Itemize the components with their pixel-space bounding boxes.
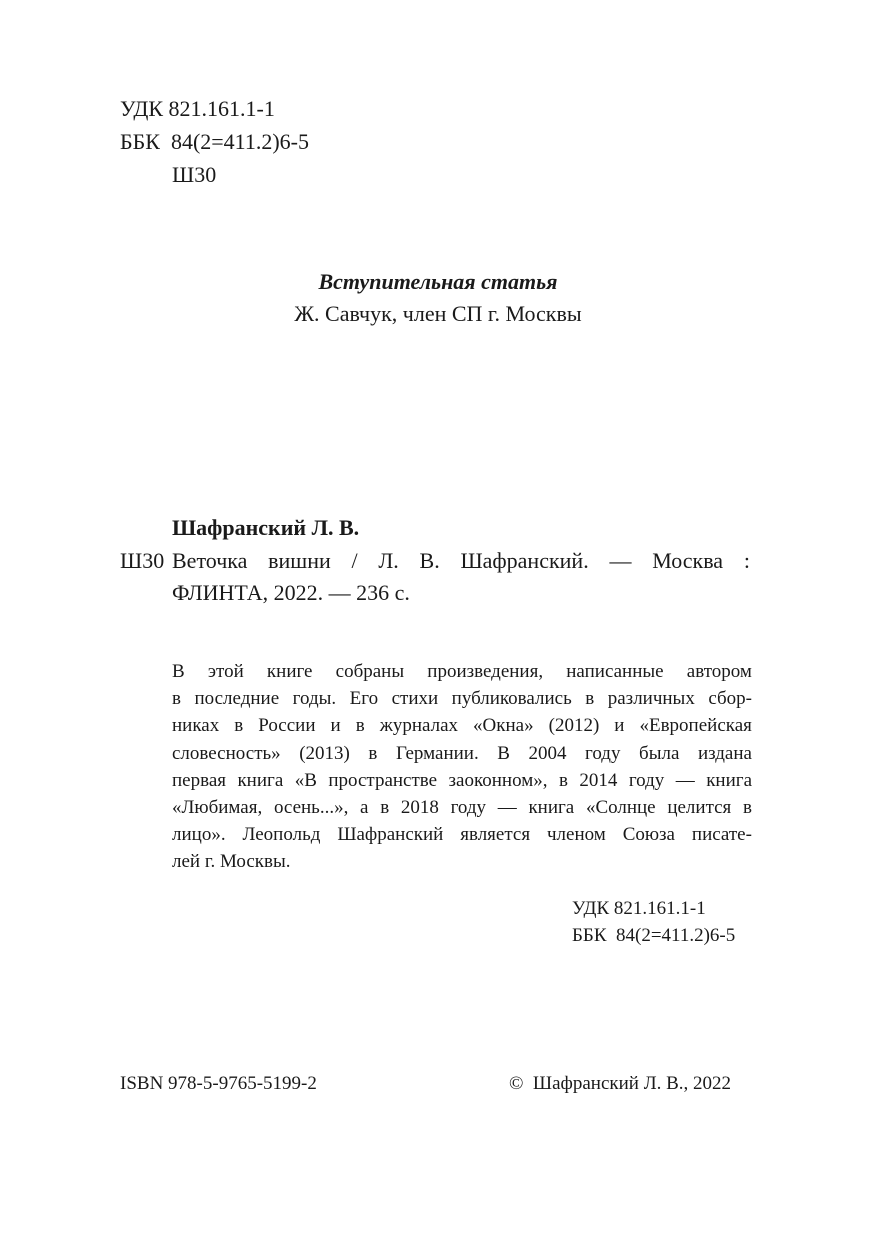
annotation-word: заоконном», — [448, 769, 548, 791]
annotation-word: Германии. — [395, 742, 479, 764]
annotation-word: Союза — [622, 824, 675, 846]
annotation-word: написанные — [566, 661, 664, 682]
annotation-word: журналах — [379, 715, 459, 737]
annotation-word: — — [497, 797, 517, 819]
annotation-word: В — [497, 742, 510, 764]
annotation-line — [172, 658, 752, 685]
biblio-word: : — [743, 548, 750, 573]
annotation-word: автором — [686, 661, 752, 682]
biblio-description — [172, 545, 750, 609]
annotation-word: Леопольд — [242, 824, 321, 846]
annotation-word: лицо». — [172, 824, 226, 846]
annotation-word: издана — [697, 742, 752, 764]
intro-block — [0, 266, 876, 330]
annotation-word: а — [360, 797, 369, 819]
annotation-line — [172, 821, 752, 848]
biblio-publisher-line: ФЛИНТА, 2022. — 236 с. — [172, 580, 410, 605]
annotation-word: России — [258, 715, 316, 737]
annotation-word: словесность» — [172, 742, 281, 764]
annotation-word: году — [628, 769, 665, 791]
annotation-word: в — [585, 688, 595, 710]
isbn: ISBN 978-5-9765-5199-2 — [120, 1073, 317, 1094]
annotation-paragraph — [172, 658, 752, 876]
annotation-word: в — [380, 797, 390, 819]
annotation-line — [172, 767, 752, 794]
annotation-word: последние — [194, 688, 280, 710]
annotation-word: первая — [172, 769, 226, 791]
bbk-code: ББК 84(2=411.2)6-5 — [120, 129, 310, 154]
biblio-word: / — [351, 548, 358, 573]
annotation-word: была — [639, 742, 680, 764]
annotation-last-line: лей г. Москвы. — [172, 851, 291, 873]
intro-author: Ж. Савчук, член СП г. Москвы — [294, 301, 582, 326]
biblio-word: Веточка — [172, 548, 248, 573]
biblio-word: Л. — [378, 548, 399, 573]
annotation-word: «В — [294, 769, 317, 791]
biblio-word: вишни — [268, 548, 331, 573]
annotation-word: в — [368, 742, 378, 764]
annotation-word: «Солнце — [585, 797, 656, 819]
annotation-word: членом — [546, 824, 606, 846]
bottom-bbk-code: ББК 84(2=411.2)6-5 — [572, 925, 736, 946]
annotation-word: различных — [607, 688, 695, 710]
copyright: © Шафранский Л. В., 2022 — [509, 1073, 732, 1094]
biblio-word: В. — [419, 548, 440, 573]
annotation-word: целится — [667, 797, 732, 819]
annotation-word: году — [585, 742, 621, 764]
annotation-word: (2013) — [299, 742, 350, 764]
annotation-word: в — [743, 797, 752, 819]
annotation-word: В — [172, 661, 185, 682]
annotation-word: — — [675, 769, 695, 791]
annotation-word: является — [460, 824, 531, 846]
annotation-word: произведения, — [427, 661, 544, 682]
annotation-word: «Европейская — [639, 715, 752, 737]
annotation-word: в — [172, 688, 181, 710]
annotation-word: 2018 — [400, 797, 439, 819]
annotation-word: «Любимая, — [172, 797, 263, 819]
annotation-word: 2014 — [579, 769, 618, 791]
annotation-word: книга — [237, 769, 284, 791]
annotation-word: публиковались — [451, 688, 572, 710]
annotation-word: сбор- — [708, 688, 752, 710]
annotation-line — [172, 712, 752, 739]
biblio-word: — — [609, 548, 632, 573]
annotation-word: и — [614, 715, 625, 737]
bottom-classification — [572, 895, 735, 949]
annotation-word: писате- — [691, 824, 752, 846]
annotation-word: книга — [706, 769, 752, 791]
intro-heading: Вступительная статья — [318, 269, 558, 294]
author-mark: Ш30 — [172, 162, 217, 187]
annotation-word: книге — [266, 661, 313, 682]
udk-code: УДК 821.161.1-1 — [120, 96, 275, 121]
biblio-author-mark: Ш30 — [120, 548, 165, 573]
biblio-title-line — [172, 545, 750, 577]
annotation-word: Его — [349, 688, 379, 710]
annotation-word: и — [330, 715, 341, 737]
annotation-word: Шафранский — [337, 824, 444, 846]
biblio-word: Москва — [652, 548, 724, 573]
annotation-line — [172, 740, 752, 767]
annotation-word: в — [558, 769, 568, 791]
annotation-line — [172, 685, 752, 712]
annotation-line — [172, 794, 752, 821]
annotation-word: книга — [528, 797, 575, 819]
annotation-word: пространстве — [328, 769, 438, 791]
annotation-word: в — [355, 715, 365, 737]
bottom-udk-code: УДК 821.161.1-1 — [572, 898, 706, 919]
annotation-word: стихи — [391, 688, 439, 710]
biblio-author: Шафранский Л. В. — [172, 515, 360, 540]
annotation-word: «Окна» — [473, 715, 534, 737]
annotation-word: (2012) — [548, 715, 600, 737]
annotation-word: собраны — [335, 661, 405, 682]
top-classification — [120, 92, 309, 191]
annotation-word: годы. — [292, 688, 337, 710]
annotation-word: никах — [172, 715, 220, 737]
annotation-word: этой — [207, 661, 244, 682]
annotation-word: осень...», — [273, 797, 349, 819]
annotation-word: 2004 — [528, 742, 567, 764]
annotation-word: в — [234, 715, 244, 737]
annotation-word: году — [450, 797, 487, 819]
biblio-word: Шафранский. — [460, 548, 589, 573]
